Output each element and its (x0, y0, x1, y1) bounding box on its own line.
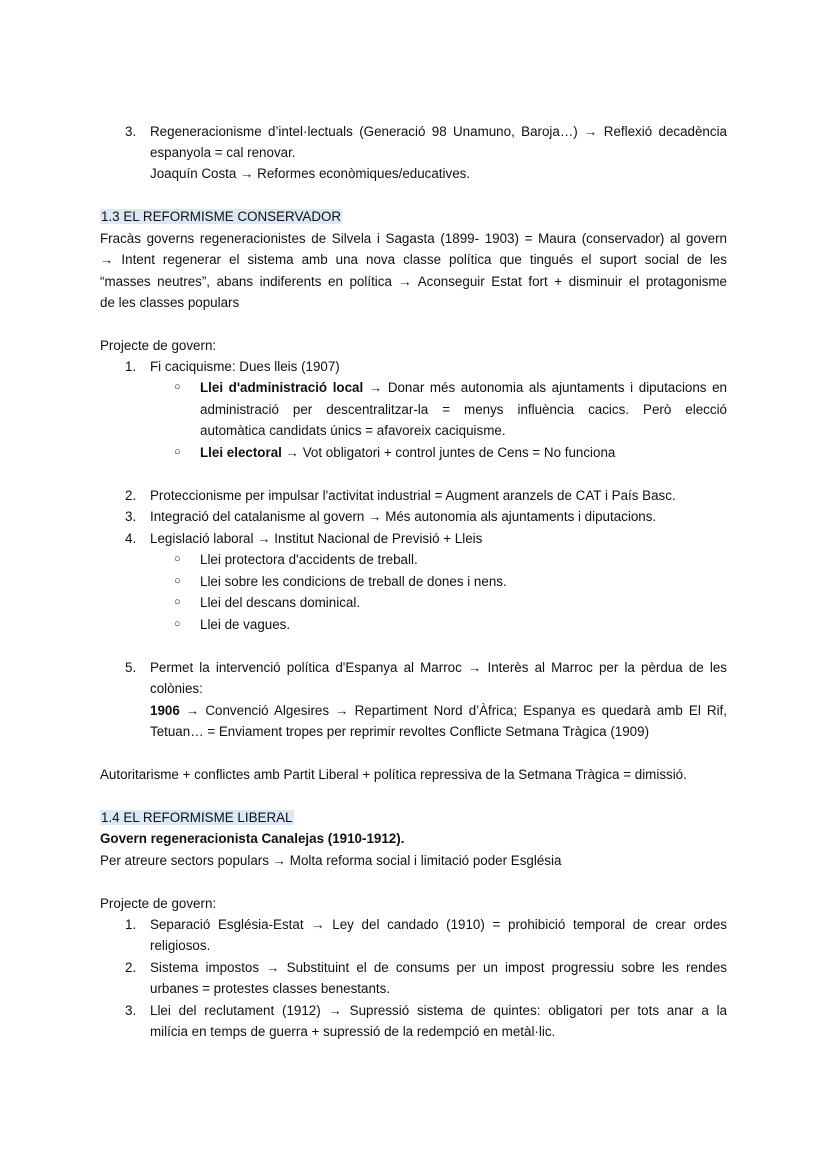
bullet-icon: ○ (174, 553, 181, 565)
list-item-text: Regeneracionisme d’intel·lectuals (Generació 98 Unamuno, Baroja…) → Reflexió decadència (150, 124, 727, 139)
section-heading: 1.3 EL REFORMISME CONSERVADOR (101, 209, 342, 224)
list-item-text: milícia en temps de guerra + supressió de la redempció en metàl·lic. (150, 1024, 556, 1039)
list-item-text: Joaquín Costa → Reformes econòmiques/educatives. (150, 166, 471, 181)
section-heading: 1.4 EL REFORMISME LIBERAL (101, 810, 293, 825)
paragraph-line: Fracàs governs regeneracionistes de Silvela i Sagasta (1899- 1903) = Maura (conservador) al govern (100, 231, 727, 246)
list-item-text: Llei del reclutament (1912) → Supressió sistema de quintes: obligatori per tots anar a la (150, 1003, 727, 1018)
sub-item-text: automàtica candidats únics = afavoreix caciquisme. (200, 423, 506, 438)
list-item-text: urbanes = protestes classes benestants. (150, 981, 391, 996)
list-item-text: colònies: (150, 681, 203, 696)
paragraph-line: de les classes populars (100, 295, 240, 310)
bullet-icon: ○ (174, 596, 181, 608)
section-subtitle: Govern regeneracionista Canalejas (1910-1912). (100, 831, 405, 846)
list-number: 4. (125, 531, 137, 546)
list-item-text: Fi caciquisme: Dues lleis (1907) (150, 359, 340, 374)
sub-item-text: Llei electoral → Vot obligatori + control juntes de Cens = No funciona (200, 445, 616, 460)
list-item-text: Integració del catalanisme al govern → Més autonomia als ajuntaments i diputacions. (150, 509, 657, 524)
bullet-icon: ○ (174, 381, 181, 393)
list-number: 1. (125, 359, 137, 374)
list-number: 2. (125, 960, 137, 975)
paragraph-line: “masses neutres”, abans indiferents en política → Aconseguir Estat fort + disminuir el protagonisme (100, 274, 727, 289)
list-number: 3. (125, 1003, 137, 1018)
bullet-icon: ○ (174, 618, 181, 630)
sub-item-text: Llei protectora d'accidents de treball. (200, 552, 418, 567)
list-item-text: 1906 → Convenció Algesires → Repartiment Nord d’Àfrica; Espanya es quedarà amb El Rif, (150, 703, 727, 718)
list-item-text: Tetuan… = Enviament tropes per reprimir revoltes Conflicte Setmana Tràgica (1909) (150, 724, 650, 739)
list-number: 3. (125, 509, 137, 524)
bullet-icon: ○ (174, 575, 181, 587)
paragraph-line: → Intent regenerar el sistema amb una nova classe política que tingués el suport social de les (100, 252, 727, 267)
list-item-text: Legislació laboral → Institut Nacional de Previsió + Lleis (150, 531, 483, 546)
conclusion-text: Autoritarisme + conflictes amb Partit Liberal + política repressiva de la Setmana Tràgica = dimissió. (100, 767, 687, 782)
sub-item-text: Llei de vagues. (200, 617, 291, 632)
sub-item-text: Llei del descans dominical. (200, 595, 361, 610)
list-number: 3. (125, 124, 137, 139)
list-number: 5. (125, 660, 137, 675)
list-item-text: Sistema impostos → Substituint el de consums per un impost progressiu sobre les rendes (150, 960, 727, 975)
sub-item-text: Llei sobre les condicions de treball de dones i nens. (200, 574, 507, 589)
sub-item-text: Llei d'administració local → Donar més autonomia als ajuntaments i diputacions en (200, 380, 727, 395)
sub-item-text: administració per descentralitzar-la = menys influència cacics. Però elecció (200, 402, 727, 417)
projecte-label: Projecte de govern: (100, 896, 217, 911)
list-item-text: Permet la intervenció política d'Espanya al Marroc → Interès al Marroc per la pèrdua de les (150, 660, 727, 675)
projecte-label: Projecte de govern: (100, 338, 217, 353)
list-item-text: Separació Església-Estat → Ley del candado (1910) = prohibició temporal de crear ordes (150, 917, 727, 932)
bullet-icon: ○ (174, 446, 181, 458)
list-number: 1. (125, 917, 137, 932)
list-number: 2. (125, 488, 137, 503)
paragraph-line: Per atreure sectors populars → Molta reforma social i limitació poder Església (100, 853, 562, 868)
list-item-text: Proteccionisme per impulsar l'activitat industrial = Augment aranzels de CAT i País Basc. (150, 488, 676, 503)
list-item-text: religiosos. (150, 938, 211, 953)
list-item-text: espanyola = cal renovar. (150, 145, 296, 160)
